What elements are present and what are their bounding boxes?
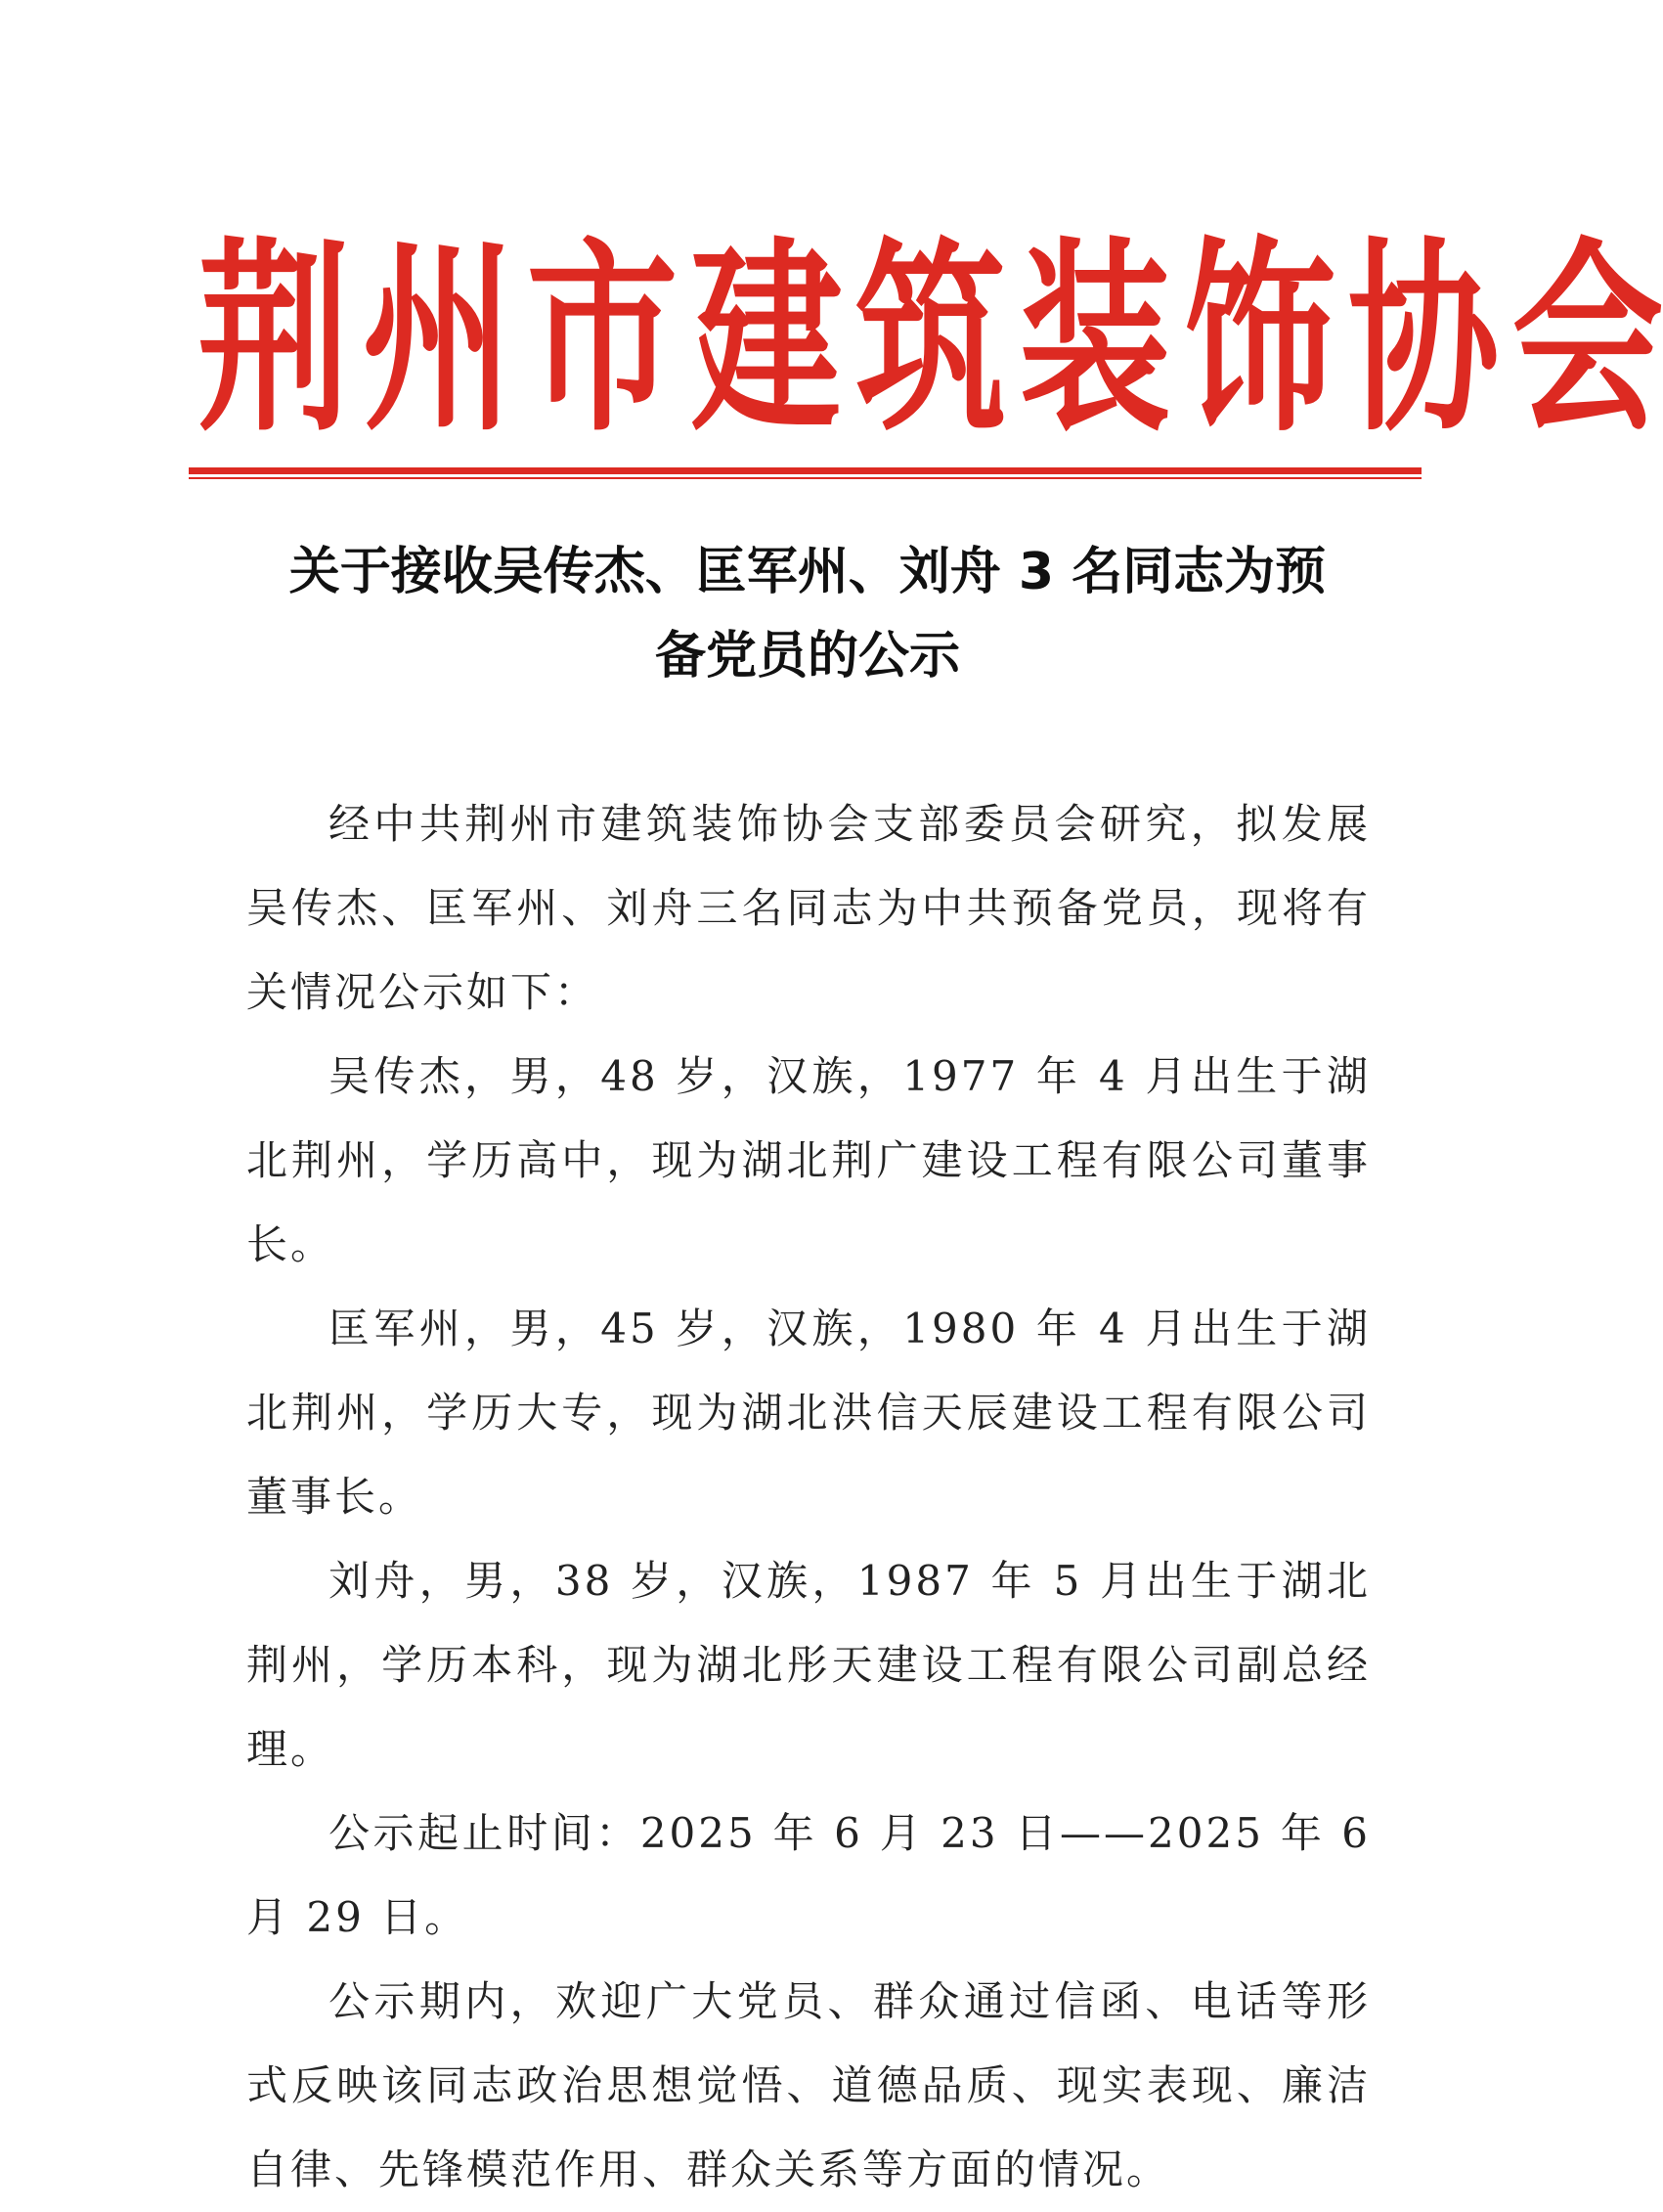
- header-red-rule: [189, 467, 1422, 474]
- body-paragraph: 公示期内，欢迎广大党员、群众通过信函、电话等形式反映该同志政治思想觉悟、道德品质、现实表现、廉洁自律、先锋模范作用、群众关系等方面的情况。: [246, 1977, 1371, 2193]
- masthead-char: 州: [362, 217, 514, 460]
- masthead-char: 协: [1347, 217, 1500, 460]
- masthead: [192, 217, 1663, 460]
- body-paragraph: 吴传杰，男，48 岁，汉族，1977 年 4 月出生于湖北荆州，学历高中，现为湖北荆广建设工程有限公司董事长。: [246, 1052, 1371, 1268]
- masthead-char: 饰: [1183, 217, 1335, 460]
- masthead-char: 建: [690, 217, 843, 460]
- document-title-line: 备党员的公示: [654, 627, 960, 686]
- document-title: [235, 530, 1380, 698]
- document-title-line: 关于接收吴传杰、匡军州、刘舟 3 名同志为预: [288, 543, 1327, 601]
- masthead-char: 装: [1019, 217, 1171, 460]
- body-paragraph: 刘舟，男，38 岁，汉族，1987 年 5 月出生于湖北荆州，学历本科，现为湖北彤天建设工程有限公司副总经理。: [246, 1557, 1371, 1773]
- body-paragraph: 公示起止时间：2025 年 6 月 23 日——2025 年 6 月 29 日。: [246, 1809, 1371, 1941]
- masthead-char: 会: [1511, 217, 1663, 460]
- document-body: [246, 782, 1371, 2212]
- masthead-char: 荆: [197, 217, 350, 460]
- header-red-rule-thin: [189, 477, 1422, 479]
- masthead-char: 市: [526, 217, 678, 460]
- body-paragraph: 经中共荆州市建筑装饰协会支部委员会研究，拟发展吴传杰、匡军州、刘舟三名同志为中共预备党员，现将有关情况公示如下：: [246, 800, 1371, 1016]
- masthead-char: 筑: [854, 217, 1007, 460]
- body-paragraph: 匡军州，男，45 岁，汉族，1980 年 4 月出生于湖北荆州，学历大专，现为湖北洪信天辰建设工程有限公司董事长。: [246, 1305, 1371, 1521]
